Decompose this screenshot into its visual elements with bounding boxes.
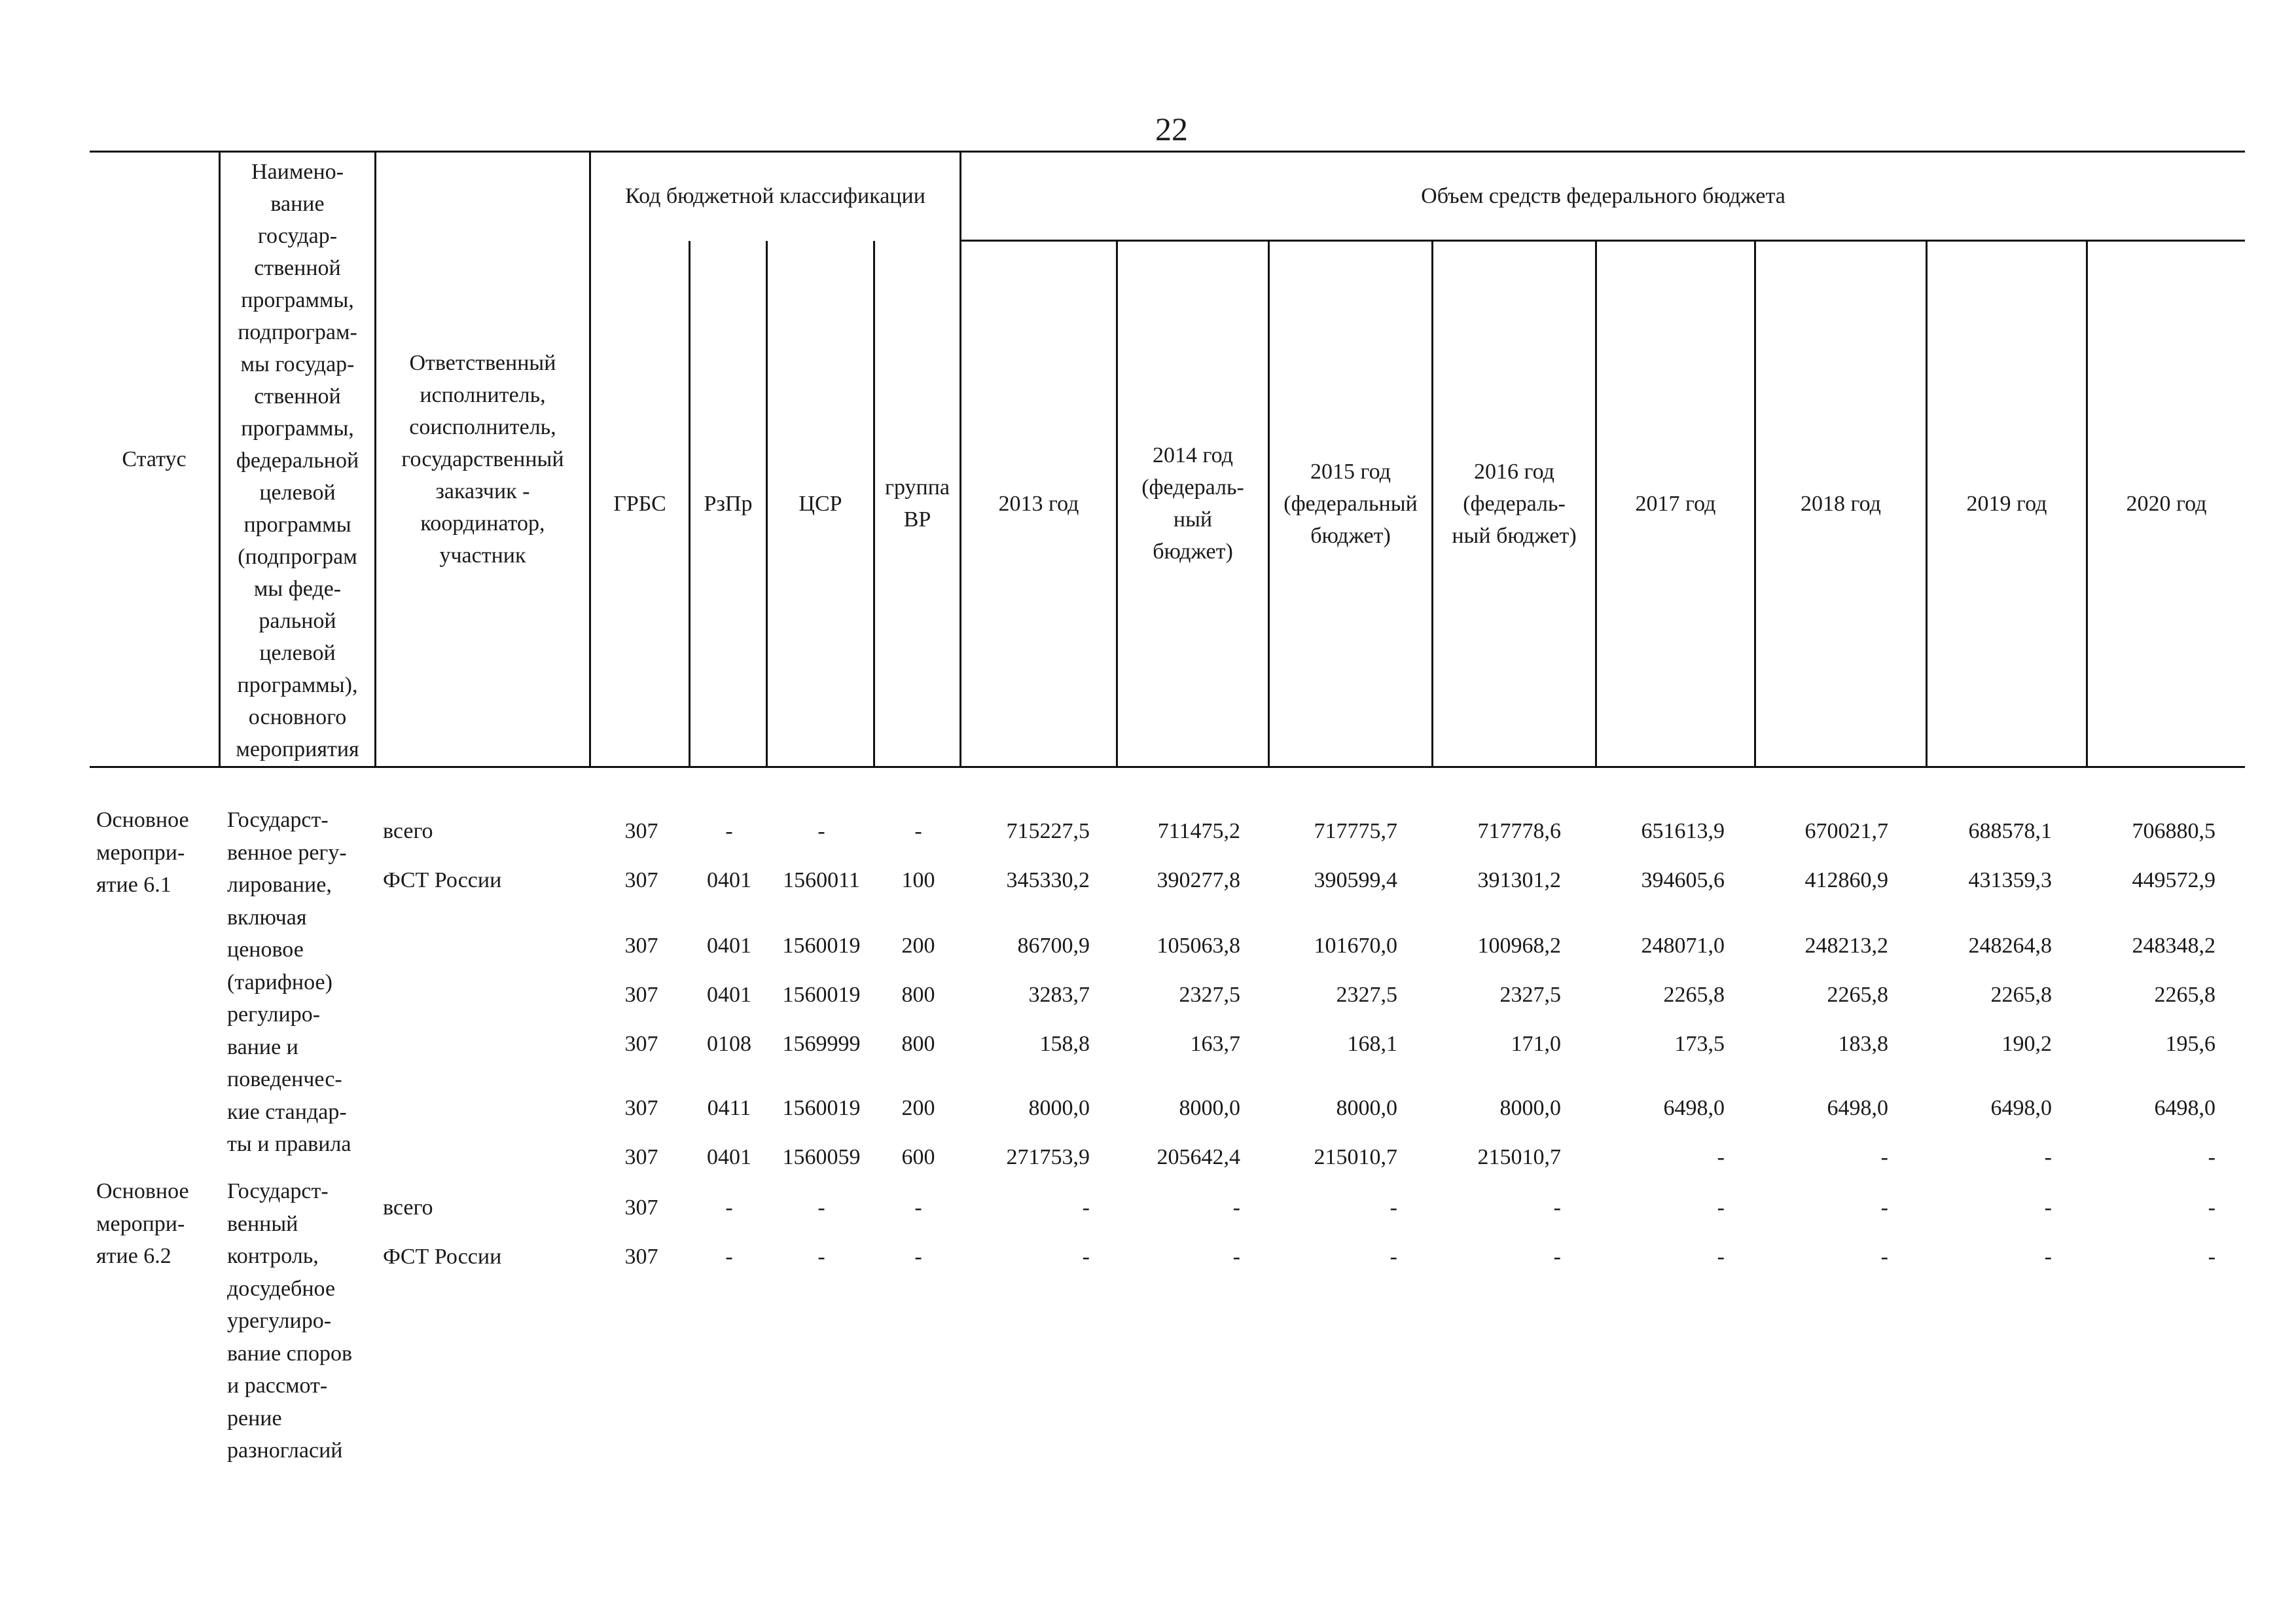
row-responsible: всего [383, 819, 433, 843]
row-value-2015: 168,1 [1347, 1032, 1397, 1056]
row-value-2018: 2265,8 [1827, 983, 1888, 1007]
row-value-2016: 100968,2 [1477, 934, 1561, 958]
row-csr: 1560019 [782, 934, 861, 958]
row-value-2015: 8000,0 [1336, 1096, 1397, 1120]
row-value-2013: - [1082, 1245, 1090, 1269]
row-grbs: 307 [624, 934, 658, 958]
row-value-2013: 158,8 [1039, 1032, 1090, 1056]
header-budget-code-group: Код бюджетной классификации [625, 183, 925, 208]
header-year-2015: 2015 год (федеральный бюджет) [1283, 459, 1418, 548]
row-value-2018: 670021,7 [1804, 819, 1888, 843]
row-value-2014: 105063,8 [1157, 934, 1240, 958]
row-grbs: 307 [624, 819, 658, 843]
row-value-2017: - [1717, 1245, 1725, 1269]
row-value-2017: 2265,8 [1663, 983, 1725, 1007]
header-csr: ЦСР [798, 491, 842, 516]
row-value-2016: 8000,0 [1499, 1096, 1561, 1120]
row-value-2014: 390277,8 [1157, 868, 1240, 892]
row-vr: 600 [901, 1145, 935, 1169]
header-year-2019: 2019 год [1966, 491, 2047, 516]
row-grbs: 307 [624, 1096, 658, 1120]
row-rzpr: 0411 [707, 1096, 751, 1120]
header-vr: группа ВР [885, 475, 950, 532]
row-value-2014: 8000,0 [1179, 1096, 1240, 1120]
row-value-2014: 2327,5 [1179, 983, 1240, 1007]
row-value-2016: 717778,6 [1477, 819, 1561, 843]
page-number: 22 [1155, 111, 1188, 147]
row-csr: 1560019 [782, 1096, 861, 1120]
row-value-2017: 6498,0 [1663, 1096, 1725, 1120]
row-vr: 200 [901, 1096, 935, 1120]
row-value-2016: - [1553, 1195, 1561, 1220]
header-status: Статус [122, 447, 187, 471]
row-csr: - [817, 1195, 825, 1220]
row-value-2018: 248213,2 [1804, 934, 1888, 958]
row-value-2015: 2327,5 [1336, 983, 1397, 1007]
header-year-2018: 2018 год [1801, 491, 1881, 516]
header-budget-volume-group: Объем средств федерального бюджета [1421, 183, 1785, 208]
row-rzpr: 0401 [707, 868, 751, 892]
row-rzpr: 0401 [707, 983, 751, 1007]
row-value-2017: - [1717, 1195, 1725, 1220]
row-value-2014: 163,7 [1190, 1032, 1240, 1056]
row-value-2016: 215010,7 [1477, 1145, 1561, 1169]
row-rzpr: - [725, 1245, 733, 1269]
row-grbs: 307 [624, 1245, 658, 1269]
row-grbs: 307 [624, 983, 658, 1007]
row-value-2016: 171,0 [1511, 1032, 1561, 1056]
row-value-2019: 6498,0 [1990, 1096, 2052, 1120]
row-grbs: 307 [624, 1032, 658, 1056]
row-value-2016: 391301,2 [1477, 868, 1561, 892]
row-value-2013: - [1082, 1195, 1090, 1220]
header-responsible: Ответственный исполнитель, соисполнитель, государственный заказчик - координатор, участник [401, 350, 564, 568]
row-value-2014: - [1232, 1245, 1240, 1269]
header-bottom-rule [90, 766, 2245, 768]
group-name: Государст- венный контроль, досудебное урегулиро- вание споров и рассмот- рение разногласий [227, 1179, 353, 1463]
row-value-2015: - [1390, 1245, 1397, 1269]
row-value-2020: 6498,0 [2154, 1096, 2215, 1120]
row-value-2017: 173,5 [1674, 1032, 1725, 1056]
row-value-2018: - [1880, 1195, 1888, 1220]
row-csr: - [817, 819, 825, 843]
row-rzpr: - [725, 819, 733, 843]
row-vr: 800 [901, 983, 935, 1007]
row-value-2020: 449572,9 [2132, 868, 2215, 892]
row-rzpr: - [725, 1195, 733, 1220]
row-value-2017: 394605,6 [1641, 868, 1725, 892]
row-value-2020: 2265,8 [2154, 983, 2215, 1007]
row-value-2020: 195,6 [2165, 1032, 2215, 1056]
row-responsible: ФСТ России [383, 1245, 502, 1269]
header-year-2017: 2017 год [1635, 491, 1716, 516]
row-value-2018: - [1880, 1245, 1888, 1269]
row-csr: 1560011 [783, 868, 860, 892]
row-value-2020: - [2208, 1245, 2215, 1269]
row-value-2020: 706880,5 [2132, 819, 2215, 843]
row-value-2016: 2327,5 [1499, 983, 1561, 1007]
row-rzpr: 0401 [707, 1145, 751, 1169]
row-rzpr: 0401 [707, 934, 751, 958]
row-value-2019: 190,2 [2001, 1032, 2052, 1056]
header-program-name: Наимено- вание государ- ственной программы, подпрограм- мы государ- ственной программы, федеральной целевой программы (подпрограм мы феде- ральной целевой программы), основного мероприятия [236, 160, 359, 761]
row-csr: 1560019 [782, 983, 861, 1007]
row-value-2013: 715227,5 [1006, 819, 1090, 843]
row-vr: - [914, 1195, 922, 1220]
row-vr: 200 [901, 934, 935, 958]
group-name: Государст- венное регу- лирование, включая ценовое (тарифное) регулиро- вание и поведенчес- кие стандар- ты и правила [227, 808, 351, 1156]
row-value-2020: - [2208, 1195, 2215, 1220]
row-value-2015: 390599,4 [1314, 868, 1397, 892]
group-status: Основное меропри- ятие 6.2 [96, 1179, 189, 1268]
row-csr: 1560059 [782, 1145, 861, 1169]
row-grbs: 307 [624, 868, 658, 892]
row-value-2016: - [1553, 1245, 1561, 1269]
header-year-2014: 2014 год (федераль- ный бюджет) [1141, 443, 1244, 564]
row-responsible: всего [383, 1195, 433, 1220]
row-value-2014: 711475,2 [1157, 819, 1240, 843]
row-rzpr: 0108 [707, 1032, 751, 1056]
row-value-2018: - [1880, 1145, 1888, 1169]
row-value-2013: 3283,7 [1028, 983, 1090, 1007]
row-value-2017: 248071,0 [1641, 934, 1725, 958]
row-value-2015: - [1390, 1195, 1397, 1220]
row-value-2017: 651613,9 [1641, 819, 1725, 843]
row-vr: - [914, 1245, 922, 1269]
row-value-2018: 183,8 [1838, 1032, 1888, 1056]
row-value-2019: - [2044, 1145, 2052, 1169]
row-value-2015: 101670,0 [1314, 934, 1397, 958]
row-value-2019: - [2044, 1245, 2052, 1269]
row-vr: 800 [901, 1032, 935, 1056]
row-value-2018: 412860,9 [1804, 868, 1888, 892]
row-csr: - [817, 1245, 825, 1269]
row-value-2014: 205642,4 [1157, 1145, 1240, 1169]
row-csr: 1569999 [782, 1032, 861, 1056]
row-value-2014: - [1232, 1195, 1240, 1220]
header-year-2013: 2013 год [998, 491, 1079, 516]
row-value-2019: 688578,1 [1968, 819, 2052, 843]
row-value-2019: 2265,8 [1990, 983, 2052, 1007]
header-rzpr: РзПр [704, 491, 753, 516]
header-year-2016: 2016 год (федераль- ный бюджет) [1452, 459, 1577, 548]
row-value-2017: - [1717, 1145, 1725, 1169]
row-value-2018: 6498,0 [1827, 1096, 1888, 1120]
row-value-2013: 8000,0 [1028, 1096, 1090, 1120]
row-grbs: 307 [624, 1195, 658, 1220]
row-vr: 100 [901, 868, 935, 892]
row-value-2013: 86700,9 [1017, 934, 1090, 958]
row-value-2019: 248264,8 [1968, 934, 2052, 958]
group-status: Основное меропри- ятие 6.1 [96, 808, 189, 897]
row-value-2019: - [2044, 1195, 2052, 1220]
row-value-2015: 717775,7 [1314, 819, 1397, 843]
row-vr: - [914, 819, 922, 843]
row-value-2020: 248348,2 [2132, 934, 2215, 958]
row-grbs: 307 [624, 1145, 658, 1169]
header-grbs: ГРБС [613, 491, 666, 516]
row-value-2019: 431359,3 [1968, 868, 2052, 892]
row-responsible: ФСТ России [383, 868, 502, 892]
row-value-2015: 215010,7 [1314, 1145, 1397, 1169]
row-value-2013: 345330,2 [1006, 868, 1090, 892]
row-value-2020: - [2208, 1145, 2215, 1169]
row-value-2013: 271753,9 [1006, 1145, 1090, 1169]
header-year-2020: 2020 год [2126, 491, 2207, 516]
